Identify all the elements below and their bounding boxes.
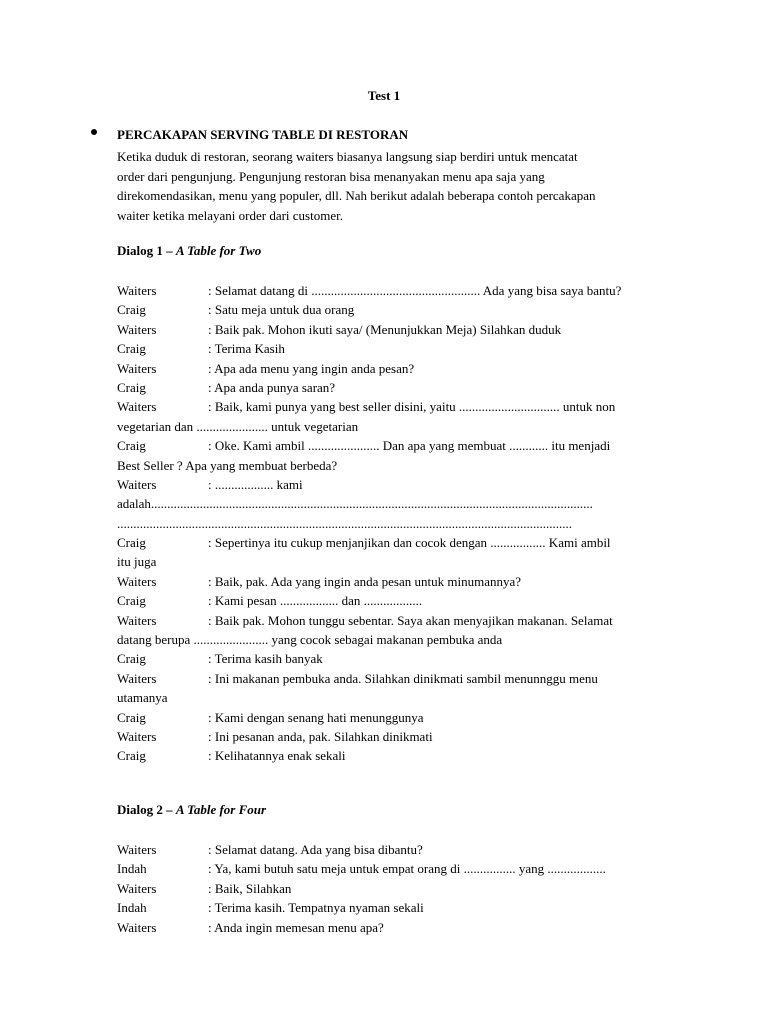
dialog-line bbox=[117, 378, 707, 397]
intro-line: order dari pengunjung. Pengunjung restoran bisa menanyakan menu apa saja yang bbox=[117, 168, 545, 184]
dialog-line bbox=[117, 456, 707, 475]
bullet-icon bbox=[91, 129, 97, 135]
intro-paragraph bbox=[117, 147, 707, 225]
dialog-2 bbox=[117, 840, 707, 937]
dialog-line bbox=[117, 417, 707, 436]
intro-line: waiter ketika melayani order dari customer. bbox=[117, 207, 343, 223]
dialog-line bbox=[117, 746, 707, 765]
dialog-line bbox=[117, 533, 707, 552]
dialog-text: : Terima kasih. Tempatnya nyaman sekali bbox=[208, 900, 424, 916]
dialog-line bbox=[117, 859, 707, 878]
dialog-text: : Ini makanan pembuka anda. Silahkan dinikmati sambil menunnggu menu bbox=[208, 670, 598, 686]
dialog-text: : Anda ingin memesan menu apa? bbox=[208, 919, 384, 935]
speaker-name: Craig bbox=[117, 302, 146, 318]
dialog-line bbox=[117, 879, 707, 898]
section-heading: PERCAKAPAN SERVING TABLE DI RESTORAN bbox=[117, 127, 409, 142]
dialog-line bbox=[117, 572, 707, 591]
dialog-line bbox=[117, 339, 707, 358]
speaker-name: Waiters bbox=[117, 842, 157, 857]
dialog-line bbox=[117, 514, 707, 533]
page-title: Test 1 bbox=[367, 88, 401, 103]
dialog-line bbox=[117, 436, 707, 455]
dialog-line bbox=[117, 611, 707, 630]
speaker-name: Waiters bbox=[117, 476, 157, 492]
dialog-line bbox=[117, 320, 707, 339]
speaker-name: Waiters bbox=[117, 880, 157, 896]
dialog-line bbox=[117, 630, 707, 649]
intro-line: direkomendasikan, menu yang populer, dll. Nah berikut adalah beberapa contoh percakapan bbox=[117, 188, 596, 203]
intro-line: Ketika duduk di restoran, seorang waiters biasanya langsung siap berdiri untuk mencatat bbox=[117, 149, 578, 164]
dialog-continuation-text: utamanya bbox=[117, 690, 168, 706]
dialog-text: : Ini pesanan anda, pak. Silahkan dinikmati bbox=[208, 728, 433, 744]
dialog-text: : Sepertinya itu cukup menjanjikan dan cocok dengan ................. Kami ambil bbox=[208, 535, 611, 551]
speaker-name: Indah bbox=[117, 861, 147, 877]
speaker-name: Craig bbox=[117, 535, 146, 551]
dialog-2-title-prefix: Dialog 2 – bbox=[117, 802, 176, 817]
dialog-continuation-text: itu juga bbox=[117, 554, 157, 570]
dialog-line bbox=[117, 918, 707, 937]
dialog-text: : Baik, Silahkan bbox=[208, 880, 292, 896]
dialog-text: : Apa anda punya saran? bbox=[208, 379, 336, 395]
dialog-line bbox=[117, 475, 707, 494]
dialog-line bbox=[117, 688, 707, 707]
dialog-text: : Baik, pak. Ada yang ingin anda pesan untuk minumannya? bbox=[208, 573, 522, 589]
speaker-name: Waiters bbox=[117, 360, 157, 376]
dialog-continuation-text: adalah........................................................................................................................................ bbox=[117, 496, 593, 512]
dialog-line bbox=[117, 708, 707, 727]
dialog-2-title-italic: A Table for Four bbox=[175, 802, 267, 817]
dialog-line bbox=[117, 669, 707, 688]
dialog-line bbox=[117, 359, 707, 378]
dialog-text: : Kami pesan .................. dan .................. bbox=[208, 593, 423, 609]
dialog-line bbox=[117, 552, 707, 571]
speaker-name: Craig bbox=[117, 593, 146, 609]
dialog-continuation-text: ............................................................................................................................................ bbox=[117, 515, 572, 531]
dialog-2-title bbox=[117, 802, 266, 818]
dialog-continuation-text: vegetarian dan ...................... untuk vegetarian bbox=[117, 418, 359, 434]
speaker-name: Craig bbox=[117, 651, 146, 667]
dialog-1-title-italic: A Table for Two bbox=[175, 243, 262, 258]
dialog-line bbox=[117, 397, 707, 416]
speaker-name: Waiters bbox=[117, 728, 157, 744]
speaker-name: Craig bbox=[117, 748, 146, 764]
speaker-name: Waiters bbox=[117, 321, 157, 337]
speaker-name: Craig bbox=[117, 341, 146, 357]
dialog-line bbox=[117, 591, 707, 610]
dialog-text: : Ya, kami butuh satu meja untuk empat orang di ................ yang .................. bbox=[208, 861, 606, 877]
speaker-name: Waiters bbox=[117, 573, 157, 589]
dialog-continuation-text: datang berupa ....................... yang cocok sebagai makanan pembuka anda bbox=[117, 632, 503, 648]
speaker-name: Waiters bbox=[117, 612, 157, 628]
dialog-1-title bbox=[117, 243, 261, 259]
dialog-line bbox=[117, 300, 707, 319]
dialog-text: : Baik pak. Mohon ikuti saya/ (Menunjukkan Meja) Silahkan duduk bbox=[208, 321, 562, 337]
dialog-line bbox=[117, 281, 707, 300]
dialog-text: : Apa ada menu yang ingin anda pesan? bbox=[208, 360, 415, 376]
speaker-name: Waiters bbox=[117, 283, 157, 298]
dialog-continuation-text: Best Seller ? Apa yang membuat berbeda? bbox=[117, 457, 338, 473]
dialog-text: : Terima kasih banyak bbox=[208, 651, 323, 667]
speaker-name: Craig bbox=[117, 379, 146, 395]
dialog-text: : Selamat datang di .................................................... Ada yang bisa saya bantu? bbox=[208, 283, 622, 298]
dialog-text: : Oke. Kami ambil ...................... Dan apa yang membuat ............ itu menjadi bbox=[208, 438, 611, 454]
dialog-1-title-prefix: Dialog 1 – bbox=[117, 243, 176, 258]
dialog-text: : Terima Kasih bbox=[208, 341, 285, 357]
speaker-name: Indah bbox=[117, 900, 147, 916]
dialog-text: : Satu meja untuk dua orang bbox=[208, 302, 355, 318]
dialog-1 bbox=[117, 281, 707, 766]
speaker-name: Craig bbox=[117, 709, 146, 725]
dialog-text: : Baik pak. Mohon tunggu sebentar. Saya akan menyajikan makanan. Selamat bbox=[208, 612, 613, 628]
dialog-line bbox=[117, 840, 707, 859]
dialog-line bbox=[117, 727, 707, 746]
speaker-name: Waiters bbox=[117, 919, 157, 935]
dialog-text: : Selamat datang. Ada yang bisa dibantu? bbox=[208, 842, 423, 857]
dialog-text: : .................. kami bbox=[208, 476, 303, 492]
dialog-text: : Baik, kami punya yang best seller disini, yaitu ............................... untuk non bbox=[208, 399, 616, 415]
dialog-line bbox=[117, 494, 707, 513]
speaker-name: Waiters bbox=[117, 399, 157, 415]
speaker-name: Waiters bbox=[117, 670, 157, 686]
dialog-text: : Kelihatannya enak sekali bbox=[208, 748, 346, 764]
dialog-line bbox=[117, 649, 707, 668]
dialog-text: : Kami dengan senang hati menunggunya bbox=[208, 709, 424, 725]
dialog-line bbox=[117, 898, 707, 917]
speaker-name: Craig bbox=[117, 438, 146, 454]
